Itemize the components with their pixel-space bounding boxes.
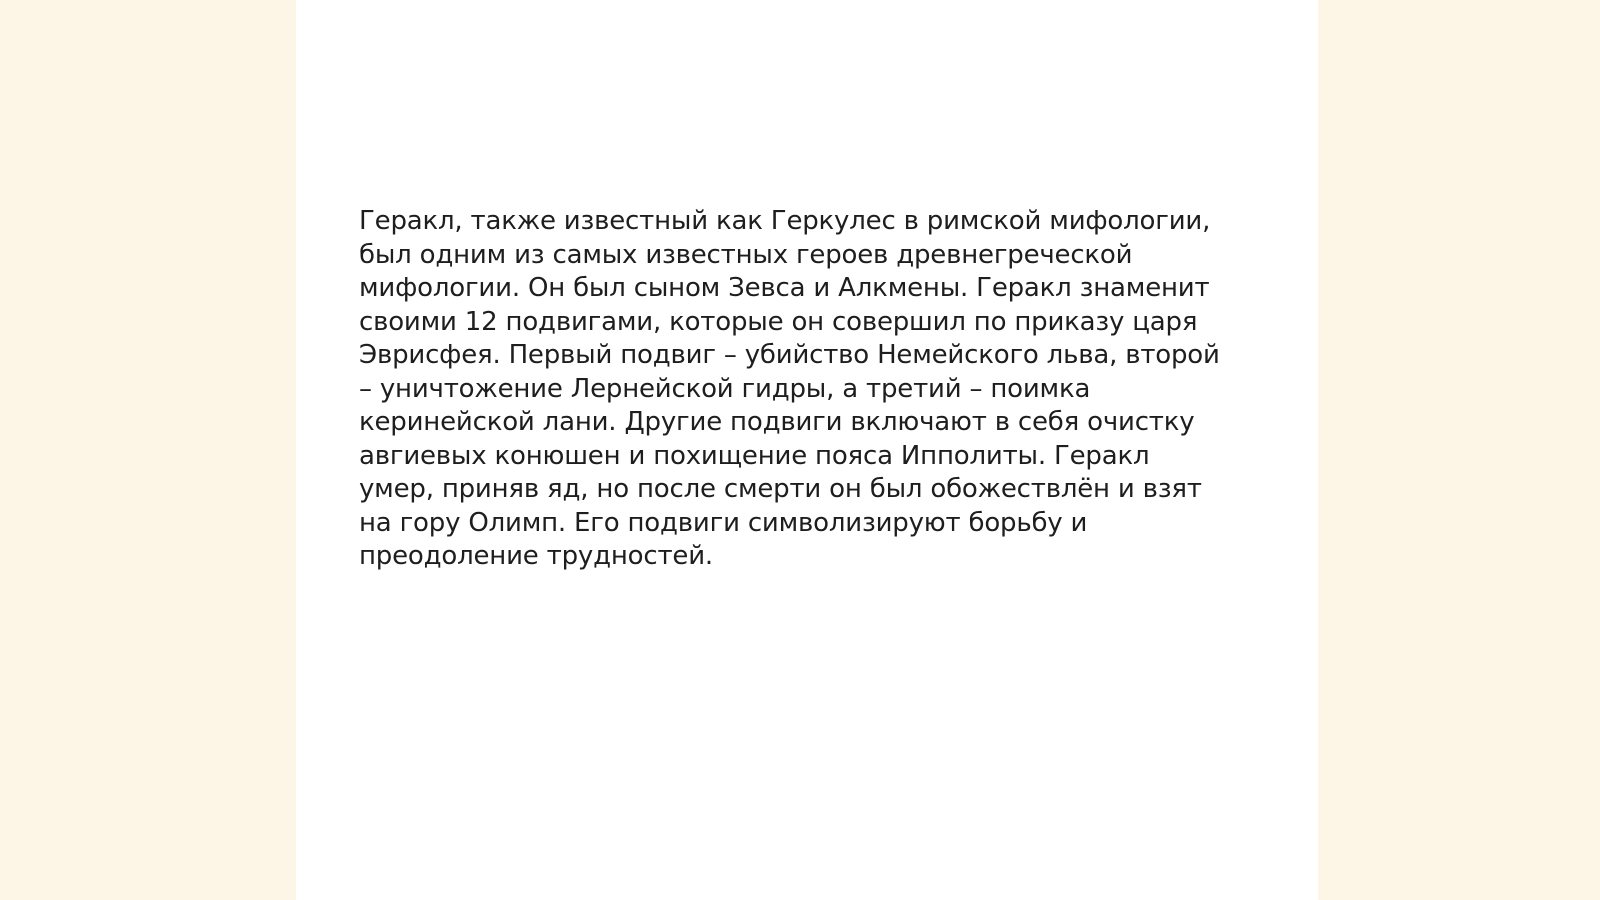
left-margin [0,0,296,900]
paragraph-line: на гору Олимп. Его подвиги символизируют борьбу и [359,507,1088,538]
paragraph-line: – уничтожение Лернейской гидры, а третий – поимка [359,373,1091,404]
body-paragraph [359,205,1239,574]
paragraph-line: умер, приняв яд, но после смерти он был обожествлён и взят [359,474,1202,504]
right-margin [1318,0,1600,900]
paragraph-line: был одним из самых известных героев древнегреческой [359,239,1133,270]
paragraph-line: авгиевых конюшен и похищение пояса Ипполиты. Геракл [359,440,1150,471]
slide-page [296,0,1318,900]
paragraph-line: своими 12 подвигами, которые он совершил по приказу царя [359,306,1198,337]
paragraph-line: преодоление трудностей. [359,541,713,571]
paragraph-line: Геракл, также известный как Геркулес в римской мифологии, [359,206,1211,236]
paragraph-line: Эврисфея. Первый подвиг – убийство Немейского льва, второй [359,340,1220,370]
paragraph-line: мифологии. Он был сыном Зевса и Алкмены. Геракл знаменит [359,273,1210,303]
paragraph-line: керинейской лани. Другие подвиги включают в себя очистку [359,407,1195,437]
